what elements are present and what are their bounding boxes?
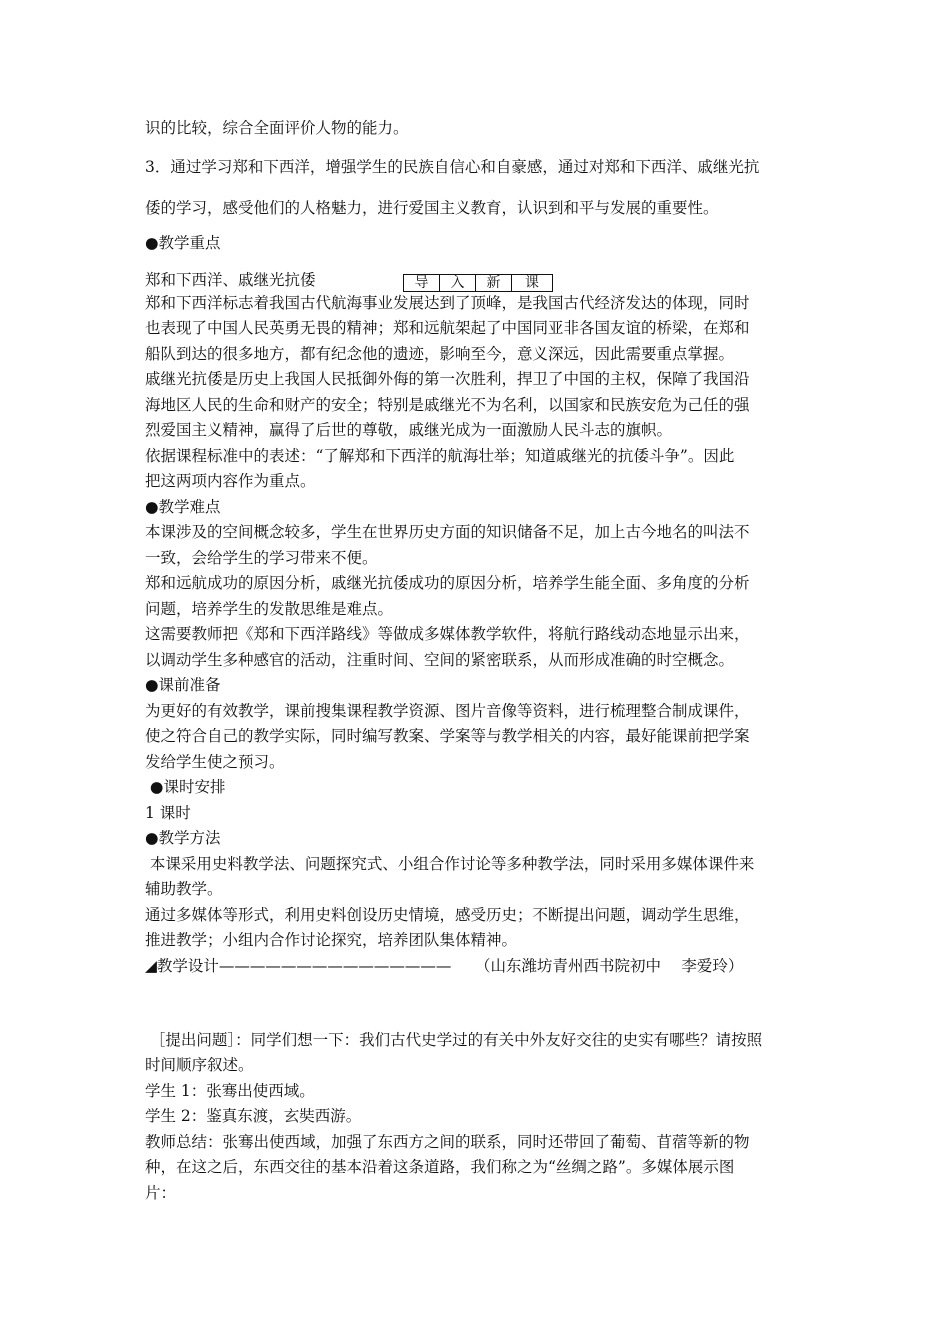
- paragraph-line: 戚继光抗倭是历史上我国人民抵御外侮的第一次胜利，捍卫了中国的主权，保障了我国沿: [145, 370, 750, 388]
- design-author: （山东潍坊青州西书院初中 李爱玲）: [475, 957, 744, 975]
- badge-char: 新: [476, 275, 512, 291]
- paragraph-line: 依据课程标准中的表述：“了解郑和下西洋的航海壮举；知道戚继光的抗倭斗争”。因此: [145, 447, 735, 465]
- paragraph-line: 推进教学；小组内合作讨论探究，培养团队集体精神。: [145, 931, 518, 949]
- badge-char: 入: [440, 275, 476, 291]
- objective-3-line-2: 倭的学习，感受他们的人格魅力，进行爱国主义教育，认识到和平与发展的重要性。: [145, 199, 719, 217]
- paragraph-line: 烈爱国主义精神，赢得了后世的尊敬，戚继光成为一面激励人民斗志的旗帜。: [145, 421, 673, 439]
- paragraph-line: 本课采用史料教学法、问题探究式、小组合作讨论等多种教学法，同时采用多媒体课件来: [145, 855, 755, 873]
- key-points-title: 郑和下西洋、戚继光抗倭: [145, 271, 316, 289]
- design-heading: ◢教学设计———————————————: [145, 957, 452, 975]
- paragraph-line: 郑和远航成功的原因分析，戚继光抗倭成功的原因分析，培养学生能全面、多角度的分析: [145, 574, 750, 592]
- badge-char: 导: [404, 275, 440, 291]
- paragraph-line: 问题，培养学生的发散思维是难点。: [145, 600, 394, 618]
- methods-heading: ●教学方法: [145, 829, 221, 847]
- paragraph-line: 时间顺序叙述。: [145, 1056, 254, 1074]
- paragraph-line: 郑和下西洋标志着我国古代航海事业发展达到了顶峰，是我国古代经济发达的体现，同时: [145, 294, 750, 312]
- paragraph-line: 片：: [145, 1184, 177, 1202]
- objective-3-line-1: 3．通过学习郑和下西洋，增强学生的民族自信心和自豪感，通过对郑和下西洋、戚继光抗: [145, 158, 760, 176]
- paragraph-line: 以调动学生多种感官的活动，注重时间、空间的紧密联系，从而形成准确的时空概念。: [145, 651, 735, 669]
- paragraph-line: 发给学生使之预习。: [145, 753, 285, 771]
- key-points-heading: ●教学重点: [145, 234, 221, 252]
- badge-char: 课: [525, 275, 539, 291]
- difficulties-heading: ●教学难点: [145, 498, 221, 516]
- lesson-intro-badge: [403, 274, 553, 292]
- paragraph-line: 海地区人民的生命和财产的安全；特别是戚继光不为名利，以国家和民族安危为己任的强: [145, 396, 750, 414]
- paragraph-line: 辅助教学。: [145, 880, 223, 898]
- paragraph-line: 把这两项内容作为重点。: [145, 472, 316, 490]
- schedule-heading: ●课时安排: [145, 778, 226, 796]
- paragraph-line: 这需要教师把《郑和下西洋路线》等做成多媒体教学软件，将航行路线动态地显示出来，: [145, 625, 750, 643]
- paragraph-line: 一致，会给学生的学习带来不便。: [145, 549, 378, 567]
- paragraph-line: 船队到达的很多地方，都有纪念他的遗迹，影响至今，意义深远，因此需要重点掌握。: [145, 345, 735, 363]
- paragraph-line: ［提出问题］：同学们想一下：我们古代史学过的有关中外友好交往的史实有哪些？请按照: [145, 1031, 763, 1049]
- preparation-heading: ●课前准备: [145, 676, 221, 694]
- intro-line-1: 识的比较，综合全面评价人物的能力。: [145, 119, 409, 137]
- student-2-answer: 学生 2：鉴真东渡，玄奘西游。: [145, 1107, 362, 1125]
- paragraph-line: 为更好的有效教学，课前搜集课程教学资源、图片音像等资料，进行梳理整合制成课件，: [145, 702, 750, 720]
- schedule-value: 1 课时: [145, 804, 191, 822]
- paragraph-line: 也表现了中国人民英勇无畏的精神；郑和远航架起了中国同亚非各国友谊的桥梁，在郑和: [145, 319, 750, 337]
- paragraph-line: 通过多媒体等形式，利用史料创设历史情境，感受历史；不断提出问题，调动学生思维，: [145, 906, 750, 924]
- paragraph-line: 本课涉及的空间概念较多，学生在世界历史方面的知识储备不足，加上古今地名的叫法不: [145, 523, 750, 541]
- paragraph-line: 使之符合自己的教学实际，同时编写教案、学案等与教学相关的内容，最好能课前把学案: [145, 727, 750, 745]
- paragraph-line: 教师总结：张骞出使西域，加强了东西方之间的联系，同时还带回了葡萄、苜蓿等新的物: [145, 1133, 750, 1151]
- paragraph-line: 种，在这之后，东西交往的基本沿着这条道路，我们称之为“丝绸之路”。多媒体展示图: [145, 1158, 735, 1176]
- student-1-answer: 学生 1：张骞出使西域。: [145, 1082, 315, 1100]
